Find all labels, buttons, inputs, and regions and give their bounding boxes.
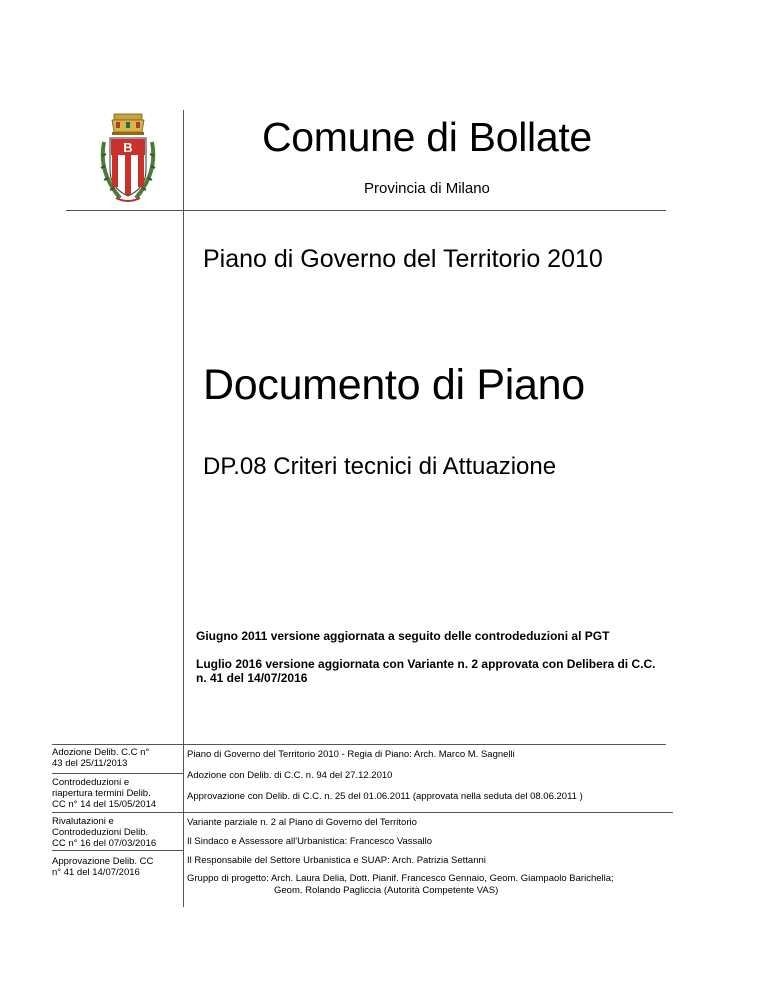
footer-approvazione: Approvazione con Delib. di C.C. n. 25 del 01.06.2011 (approvata nella seduta del 08.06.2011 ) (187, 791, 583, 802)
sidebar-approvazione (52, 856, 153, 878)
sidebar-approvazione-line1: Approvazione Delib. CC (52, 856, 154, 867)
sidebar-approvazione-line2: n° 41 del 14/07/2016 (52, 867, 140, 878)
vertical-divider (183, 110, 184, 907)
version-note-2016 (196, 657, 655, 685)
municipality-title: Comune di Bollate (262, 114, 592, 160)
header-divider (66, 210, 666, 211)
version-note-2016-line2: n. 41 del 14/07/2016 (196, 671, 308, 685)
sidebar-rivalutazioni-line2: Controdeduzioni Delib. (52, 827, 149, 838)
sidebar-adozione (52, 747, 149, 769)
document-title: Documento di Piano (203, 361, 585, 409)
sidebar-adozione-line2: 43 del 25/11/2013 (52, 758, 128, 769)
sidebar-divider-2 (52, 850, 183, 851)
sidebar-divider-1 (52, 773, 183, 774)
province-subtitle: Provincia di Milano (364, 180, 490, 197)
sidebar-rivalutazioni-line1: Rivalutazioni e (52, 816, 114, 827)
sidebar-controdeduzioni (52, 777, 156, 810)
footer-regia: Piano di Governo del Territorio 2010 - Regia di Piano: Arch. Marco M. Sagnelli (187, 749, 515, 760)
sidebar-controdeduzioni-line2: riapertura termini Delib. (52, 788, 151, 799)
footer-sindaco: Il Sindaco e Assessore all'Urbanistica: Francesco Vassallo (187, 836, 433, 847)
sidebar-adozione-line1: Adozione Delib. C.C n° (52, 747, 150, 758)
version-note-2016-line1: Luglio 2016 versione aggiornata con Variante n. 2 approvata con Delibera di C.C. (196, 657, 656, 671)
footer-gruppo-line1: Gruppo di progetto: Arch. Laura Delia, Dott. Pianif. Francesco Gennaio, Geom. Giampaolo Barichella; (187, 873, 614, 884)
footer-responsabile: Il Responsabile del Settore Urbanistica e SUAP: Arch. Patrizia Settanni (187, 855, 486, 866)
version-note-2011: Giugno 2011 versione aggiornata a seguito delle controdeduzioni al PGT (196, 629, 610, 643)
info-block-top-divider (52, 744, 666, 745)
footer-variante: Variante parziale n. 2 al Piano di Governo del Territorio (187, 817, 417, 828)
sidebar-rivalutazioni (52, 816, 156, 849)
section-title: DP.08 Criteri tecnici di Attuazione (203, 453, 557, 480)
plan-title: Piano di Governo del Territorio 2010 (203, 245, 603, 273)
sidebar-controdeduzioni-line3: CC n° 14 del 15/05/2014 (52, 799, 157, 810)
crest-letter: B (123, 140, 133, 155)
coat-of-arms-icon (98, 112, 158, 206)
footer-gruppo (187, 873, 614, 897)
sidebar-controdeduzioni-line1: Controdeduzioni e (52, 777, 130, 788)
info-block-middle-divider (52, 812, 673, 813)
footer-gruppo-line2: Geom. Rolando Pagliccia (Autorità Competente VAS) (274, 885, 499, 896)
footer-adozione: Adozione con Delib. di C.C. n. 94 del 27.12.2010 (187, 770, 393, 781)
sidebar-rivalutazioni-line3: CC n° 16 del 07/03/2016 (52, 838, 157, 849)
